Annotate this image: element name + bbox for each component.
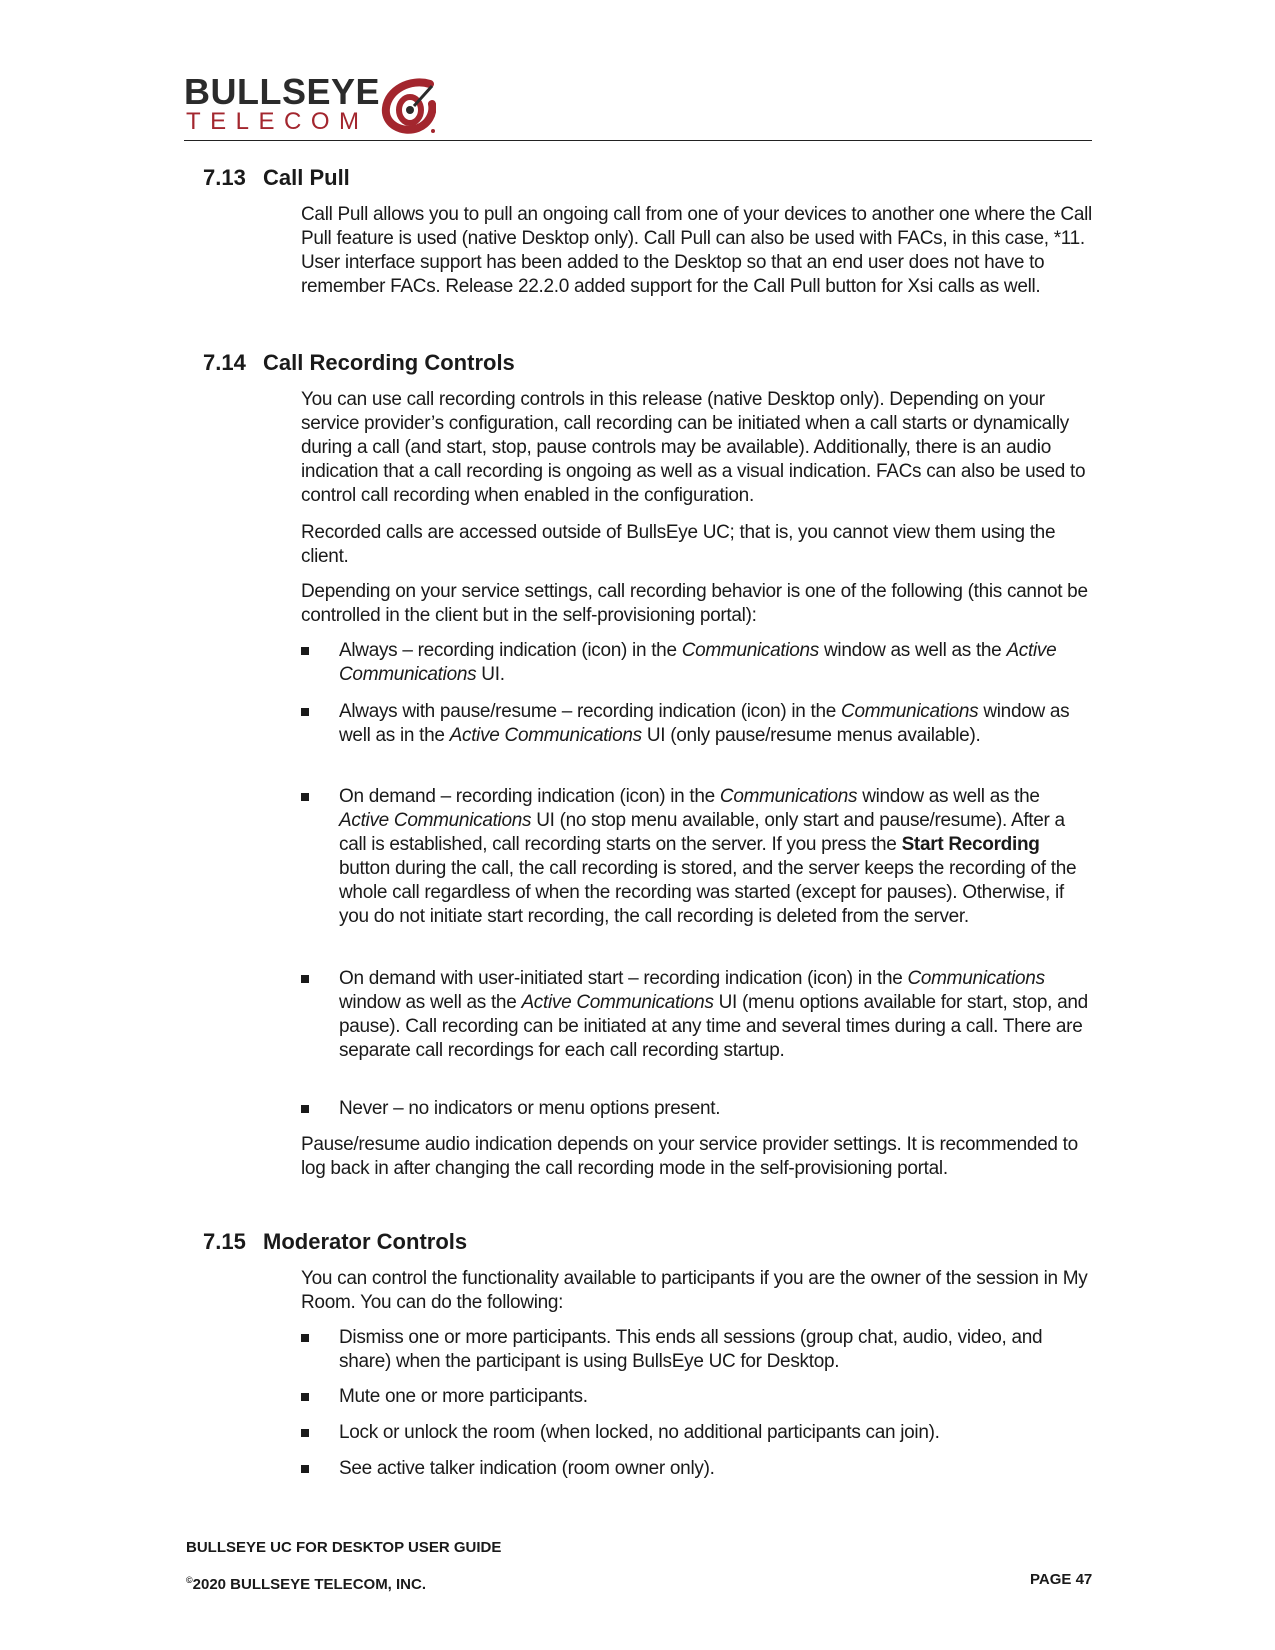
logo-wordmark-bottom: TELECOM bbox=[186, 108, 369, 135]
footer-copyright: ©2020 BULLSEYE TELECOM, INC. bbox=[186, 1575, 427, 1593]
paragraph: Call Pull allows you to pull an ongoing call from one of your devices to another one where the Call Pull feature is used (native Desktop only). Call Pull can also be used with FACs, in this case, *11. User interface support has been added to the Desktop so that an end user does not have to remember FACs. Release 22.2.0 added support for the Call Pull button for Xsi calls as well. bbox=[301, 204, 1092, 297]
bullseye-target-icon bbox=[380, 78, 436, 134]
section-title: Call Pull bbox=[263, 165, 350, 190]
list-item: Always with pause/resume – recording indication (icon) in the Communications window as well as in the Active Communications UI (only pause/resume menus available). bbox=[301, 700, 1091, 748]
paragraph: You can use call recording controls in this release (native Desktop only). Depending on your service provider’s configuration, call recording can be initiated when a call starts or dynamically during a call (and start, stop, pause controls may be available). Additionally, there is an audio indication that a call recording is ongoing as well as a visual indication. FACs can also be used to control call recording when enabled in the configuration. bbox=[301, 389, 1086, 506]
bullet-square-icon bbox=[301, 1393, 309, 1401]
section-number: 7.13 bbox=[203, 165, 246, 190]
logo-wordmark-top: BULLSEYE bbox=[184, 71, 381, 112]
bullet-square-icon bbox=[301, 975, 309, 983]
company-logo bbox=[184, 72, 434, 134]
section-heading-call-pull bbox=[203, 165, 350, 191]
list-item: On demand – recording indication (icon) in the Communications window as well as the Active Communications UI (no stop menu available, only start and pause/resume). After a call is established, call recording starts on the server. If you press the Start Recording button during the call, the call recording is stored, and the server keeps the recording of the whole call regardless of when the recording was started (except for pauses). Otherwise, if you do not initiate start recording, the call recording is deleted from the server. bbox=[301, 785, 1091, 929]
section-heading-moderator-controls bbox=[203, 1229, 467, 1255]
list-item: Lock or unlock the room (when locked, no additional participants can join). bbox=[301, 1421, 1091, 1445]
paragraph: Pause/resume audio indication depends on your service provider settings. It is recommended to log back in after changing the call recording mode in the self-provisioning portal. bbox=[301, 1134, 1078, 1179]
bullet-square-icon bbox=[301, 1465, 309, 1473]
bullet-square-icon bbox=[301, 1105, 309, 1113]
section-title: Moderator Controls bbox=[263, 1229, 468, 1254]
header-divider bbox=[184, 140, 1092, 141]
footer-guide-title: BULLSEYE UC FOR DESKTOP USER GUIDE bbox=[186, 1539, 502, 1556]
bullet-square-icon bbox=[301, 647, 309, 655]
bullet-square-icon bbox=[301, 1334, 309, 1342]
page-number: PAGE 47 bbox=[1030, 1571, 1093, 1588]
bullet-square-icon bbox=[301, 793, 309, 801]
paragraph: Recorded calls are accessed outside of BullsEye UC; that is, you cannot view them using the client. bbox=[301, 522, 1056, 567]
list-item: See active talker indication (room owner only). bbox=[301, 1457, 1091, 1481]
list-item: Always – recording indication (icon) in the Communications window as well as the Active Communications UI. bbox=[301, 639, 1091, 687]
list-item: Never – no indicators or menu options present. bbox=[301, 1097, 1091, 1121]
paragraph: You can control the functionality available to participants if you are the owner of the session in My Room. You can do the following: bbox=[301, 1268, 1088, 1313]
list-item: On demand with user-initiated start – recording indication (icon) in the Communications window as well as the Active Communications UI (menu options available for start, stop, and pause). Call recording can be initiated at any time and several times during a call. There are separate call recordings for each call recording startup. bbox=[301, 967, 1091, 1063]
section-number: 7.14 bbox=[203, 350, 246, 375]
section-number: 7.15 bbox=[203, 1229, 246, 1254]
section-title: Call Recording Controls bbox=[263, 350, 515, 375]
list-item: Mute one or more participants. bbox=[301, 1385, 1091, 1409]
paragraph: Depending on your service settings, call recording behavior is one of the following (this cannot be controlled in the client but in the self-provisioning portal): bbox=[301, 581, 1088, 626]
section-heading-call-recording-controls bbox=[203, 350, 515, 376]
bullet-square-icon bbox=[301, 708, 309, 716]
bullet-square-icon bbox=[301, 1429, 309, 1437]
list-item: Dismiss one or more participants. This ends all sessions (group chat, audio, video, and share) when the participant is using BullsEye UC for Desktop. bbox=[301, 1326, 1091, 1374]
